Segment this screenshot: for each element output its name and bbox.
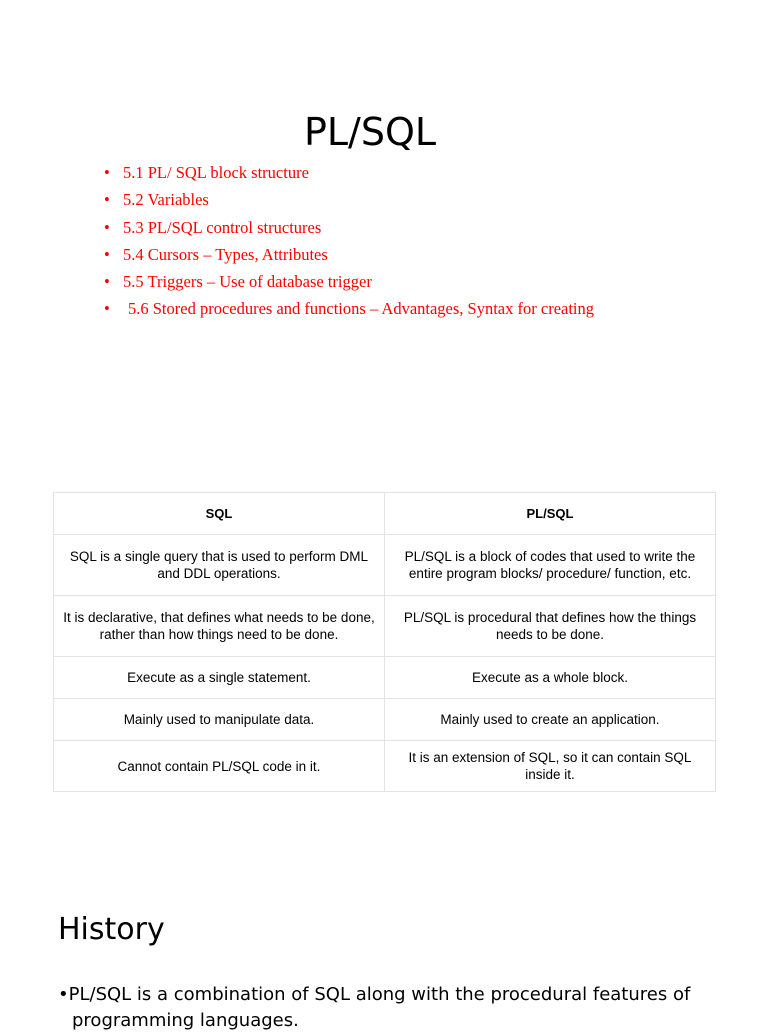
sql-vs-plsql-table bbox=[53, 492, 716, 792]
topic-item bbox=[104, 269, 594, 296]
table-header-plsql: PL/SQL bbox=[385, 493, 716, 535]
table-cell: It is an extension of SQL, so it can contain SQL inside it. bbox=[385, 741, 716, 792]
bullet: • bbox=[104, 299, 110, 319]
topic-item bbox=[104, 296, 594, 323]
bullet: • bbox=[104, 163, 110, 182]
topic-text: 5.3 PL/SQL control structures bbox=[123, 217, 322, 237]
history-text: PL/SQL is a combination of SQL along with the procedural features of programming languages. bbox=[68, 984, 691, 1031]
table-cell: Execute as a single statement. bbox=[54, 657, 385, 699]
topic-text: 5.5 Triggers – Use of database trigger bbox=[123, 272, 372, 292]
topic-item bbox=[104, 215, 594, 242]
topic-item bbox=[104, 242, 594, 269]
table-cell: PL/SQL is a block of codes that used to write the entire program blocks/ procedure/ function, etc. bbox=[385, 535, 716, 596]
table-row bbox=[54, 741, 716, 792]
bullet: • bbox=[104, 244, 110, 264]
topic-text: 5.2 Variables bbox=[123, 190, 209, 210]
table-row bbox=[54, 657, 716, 699]
table-cell: It is declarative, that defines what needs to be done, rather than how things need to be done. bbox=[54, 596, 385, 657]
topic-text: 5.6 Stored procedures and functions – Advantages, Syntax for creating bbox=[128, 299, 595, 319]
table-cell: Execute as a whole block. bbox=[385, 657, 716, 699]
table-row bbox=[54, 699, 716, 741]
slide-title: PL/SQL bbox=[303, 110, 437, 154]
topic-text: 5.4 Cursors – Types, Attributes bbox=[123, 244, 328, 264]
table-header-sql: SQL bbox=[54, 493, 385, 535]
topic-list bbox=[104, 160, 594, 324]
table-row bbox=[54, 535, 716, 596]
topic-text: 5.1 PL/ SQL block structure bbox=[123, 163, 309, 182]
table-cell: SQL is a single query that is used to perform DML and DDL operations. bbox=[54, 535, 385, 596]
table-row bbox=[54, 596, 716, 657]
history-list bbox=[58, 982, 718, 1034]
bullet: • bbox=[104, 190, 110, 210]
history-item bbox=[58, 982, 718, 1034]
topic-item bbox=[104, 160, 594, 187]
bullet: • bbox=[104, 217, 110, 237]
table-cell: PL/SQL is procedural that defines how the things needs to be done. bbox=[385, 596, 716, 657]
table-cell: Cannot contain PL/SQL code in it. bbox=[54, 741, 385, 792]
bullet: • bbox=[58, 984, 69, 1005]
bullet: • bbox=[104, 272, 110, 292]
table-header-row bbox=[54, 493, 716, 535]
table-cell: Mainly used to manipulate data. bbox=[54, 699, 385, 741]
history-heading: History bbox=[58, 912, 165, 947]
table-cell: Mainly used to create an application. bbox=[385, 699, 716, 741]
topic-item bbox=[104, 187, 594, 214]
